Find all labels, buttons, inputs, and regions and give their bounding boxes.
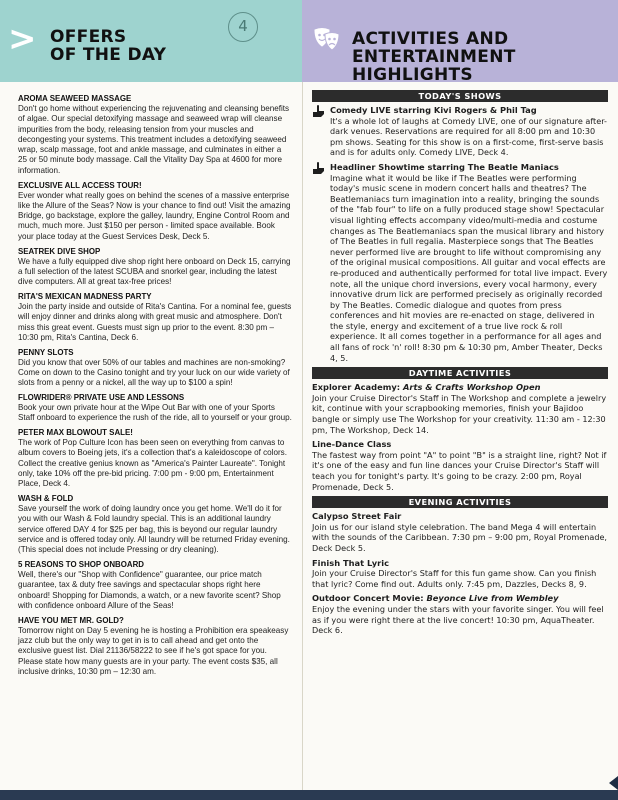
offer-text: Don't go home without experiencing the rejuvenating and cleansing benefits of algae. Our special detoxifying massage and seaweed wrap will cleanse impurities from the body, releasing tension from your muscles and decongesting your systems. This treatment includes a detoxifying seaweed wrap, scalp massage, foot and ankle massage, and culminates in either a 25 or 50 minute body massage. Call the Vitality Day Spa at 4600 for more information. [18, 104, 290, 175]
offer-item [18, 247, 292, 288]
offer-text: Join the party inside and outside of Rita's Cantina. For a nominal fee, guests will enjoy dinner and drinks along with great music and atmosphere. Don't miss this great event. Guests must sign up prior to the event. 8:30 pm – 10:30 pm, Rita's Cantina, Deck 6. [18, 301, 292, 342]
offer-title: AROMA SEAWEED MASSAGE [18, 94, 132, 103]
activity-item [312, 382, 608, 435]
activities-title-line1: ACTIVITIES AND [352, 29, 509, 49]
offer-text: Ever wonder what really goes on behind the scenes of a massive enterprise like the Allure of the Seas? Now is your chance to find out! Visit the amazing Bridge, go backstage, explore the galley, laundry, Engine Control Room and much, much more. Just $150 per person - limited space available. Book your place today at the Guest Services Desk, Deck 5. [18, 190, 291, 241]
offer-item [18, 348, 292, 389]
offer-text: Book your own private hour at the Wipe Out Bar with one of your Sports Staff onboard to experience the rush of the ride, all to yourself or your group. [18, 403, 292, 423]
offer-title: PENNY SLOTS [18, 347, 74, 357]
activity-title: Line-Dance Class [312, 439, 392, 450]
activities-column [312, 90, 608, 640]
offer-item [18, 560, 292, 611]
pointing-hand-icon [312, 104, 326, 118]
activity-text: Enjoy the evening under the stars with your favorite singer. You will feel as if you were right there at the live concert! 10:30 pm, AquaTheater. Deck 6. [312, 603, 604, 636]
show-title: Headliner Showtime starring The Beatle Maniacs [330, 161, 559, 172]
offer-item [18, 94, 292, 176]
show-title: Comedy LIVE starring Kivi Rogers & Phil Tag [330, 105, 537, 115]
daytime-activities-heading: DAYTIME ACTIVITIES [312, 367, 608, 379]
activities-title [352, 30, 618, 84]
offer-title: RITA'S MEXICAN MADNESS PARTY [18, 291, 152, 301]
offers-title-line2: OF THE DAY [50, 45, 167, 65]
offer-title: SEATREK DIVE SHOP [18, 246, 101, 256]
offer-item [18, 494, 292, 555]
offer-text: Tomorrow night on Day 5 evening he is hosting a Prohibition era speakeasy jazz club but the only way to get in is to call ahead and get onto the exclusive guest list. Dial 21136/58222 to see if he's got space for you. Please state how many guests are in your party. The event costs $35, all inclusive drinks, 10:30 pm – 12:30 am. [18, 625, 289, 676]
show-text: It's a whole lot of laughs at Comedy LIVE, one of our signature after-dark venues. Reservations are required for all 8:00 pm and 10:30 pm shows. Seating for this show is on a first-come, first-serve basis and is for adults only. Comedy LIVE, Deck 4. [330, 115, 607, 158]
show-item [312, 162, 608, 363]
offer-text: Did you know that over 50% of our tables and machines are non-smoking? Come on down to the Casino tonight and try your luck on our wide variety of slots from a penny or a nickel, all the way up to $100 a spin! [18, 357, 290, 388]
theater-masks-icon [312, 24, 342, 54]
offers-title [50, 28, 166, 64]
activity-title: Finish That Lyric [312, 557, 390, 568]
activity-title: Explorer Academy: Arts & Crafts Workshop Open [312, 382, 541, 393]
activity-title: Calypso Street Fair [312, 511, 402, 522]
offer-item [18, 181, 292, 242]
offer-item [18, 292, 292, 343]
offer-text: We have a fully equipped dive shop right here onboard on Deck 15, carrying a full selection of the latest SCUBA and snorkel gear, including the latest dive computers. All at great tax-free prices! [18, 256, 291, 287]
activity-text: The fastest way from point "A" to point "B" is a straight line, right? Not if it's one of the easy and fun line dances your Cruise Director's Staff will teach you for tonight's party. It's going to be crazy. 2:00 pm, Royal Promenade, Deck 5. [312, 449, 607, 492]
offer-title: EXCLUSIVE ALL ACCESS TOUR! [18, 180, 142, 190]
show-text: Imagine what it would be like if The Beatles were performing today's music scene in modern concert halls and theatres? The Beatlemaniacs turn imagination into a reality, bringing the sounds of the "fab four" to life on a fully produced stage show! Spectacular visual lighting effects accompany video/multi-media and costume changes as The Beatlemaniacs span the musical library and history of The Beatles in full regalia. Masterpiece songs that The Beatles never performed live are brought to life without compromising any of the original musical compositions. All guitar and vocal effects are re-produced and authentically performed for total live impact. Every note, all the unique chord inversions, every vocal harmony, every innovative drum lick are performed precisely as originally recorded by The Beatles. Comedic dialogue and quotes from press conferences and hit movies are re-enacted on stage, delivered in the style, energy and excitement of a true live rock & roll experience. It all comes together in a performance for all ages and all fans of rock 'n' roll! 8:30 pm & 10:30 pm, Amber Theater, Decks 4, 5. [330, 172, 608, 363]
offer-title: FLOWRIDER® PRIVATE USE AND LESSONS [18, 393, 185, 403]
offer-text: The work of Pop Culture Icon has been seen on everything from canvas to album covers to Boeing jets, it's a collection that's a kaleidoscope of colors. Collect the creative genius known as "America's Painter Laureate". Tonight only, take 10% off the pre-bid pricing. 7:00 pm - 9:00 pm, Entertainment Place, Deck 4. [18, 438, 287, 489]
activities-header [302, 0, 618, 85]
activity-text: Join us for our island style celebration. The band Mega 4 will entertain with the sounds of the Caribbean. 7:30 pm – 9:00 pm, Royal Promenade, Deck Deck 5. [312, 521, 608, 553]
offer-title: HAVE YOU MET MR. GOLD? [18, 615, 124, 625]
offers-header [0, 0, 302, 82]
offer-item [18, 616, 292, 677]
activities-title-line2: ENTERTAINMENT HIGHLIGHTS [352, 47, 516, 85]
pointing-hand-icon [312, 161, 326, 175]
page-corner-arrow-icon [609, 776, 618, 790]
footer-strip [0, 790, 618, 800]
activity-item [312, 511, 608, 553]
show-item [312, 105, 608, 158]
activity-item [312, 558, 608, 590]
column-divider [302, 82, 303, 800]
offers-title-line1: OFFERS [50, 27, 127, 47]
activity-text: Join your Cruise Director's Staff for this fun game show. Can you finish that lyric? Come find out. Adults only. 7:45 pm, Dazzles, Decks 8, 9. [312, 568, 597, 589]
activity-item [312, 593, 608, 635]
offer-title: PETER MAX BLOWOUT SALE! [18, 428, 133, 438]
chevron-right-icon: > [8, 19, 37, 59]
offer-title: 5 REASONS TO SHOP ONBOARD [18, 560, 144, 570]
page-number: 4 [228, 12, 258, 42]
offer-text: Save yourself the work of doing laundry once you get home. We'll do it for you with our Wash & Fold laundry special. This is an additional laundry service offered DAY 4 for $25 per bag, this is beyond our regular laundry service and is offered today only. All laundry will be returned Friday evening. (This special does not include Pressing or dry cleaning). [18, 504, 290, 555]
todays-shows-heading: TODAY'S SHOWS [312, 90, 608, 102]
offer-item [18, 393, 292, 424]
activity-text: Join your Cruise Director's Staff in The Workshop and complete a jewelry kit, continue with your scrapbooking memories, finish your Bajidoo bangle or simply use The Workshop for your creativity. 11:30 am - 12:30 pm, The Workshop, Deck 14. [312, 392, 607, 435]
offer-item [18, 428, 292, 489]
offer-title: WASH & FOLD [18, 494, 74, 504]
evening-activities-heading: EVENING ACTIVITIES [312, 496, 608, 508]
offers-column [18, 94, 292, 682]
offer-text: Well, there's our "Shop with Confidence" guarantee, our price match guarantee, tax & duty free savings and spectacular shops right here onboard! Shopping for Diamonds, a watch, or a new favorite scent? Shop with confidence onboard Allure of the Seas! [18, 570, 281, 610]
activity-item [312, 439, 608, 492]
activity-title: Outdoor Concert Movie: Beyonce Live from Wembley [312, 593, 559, 604]
